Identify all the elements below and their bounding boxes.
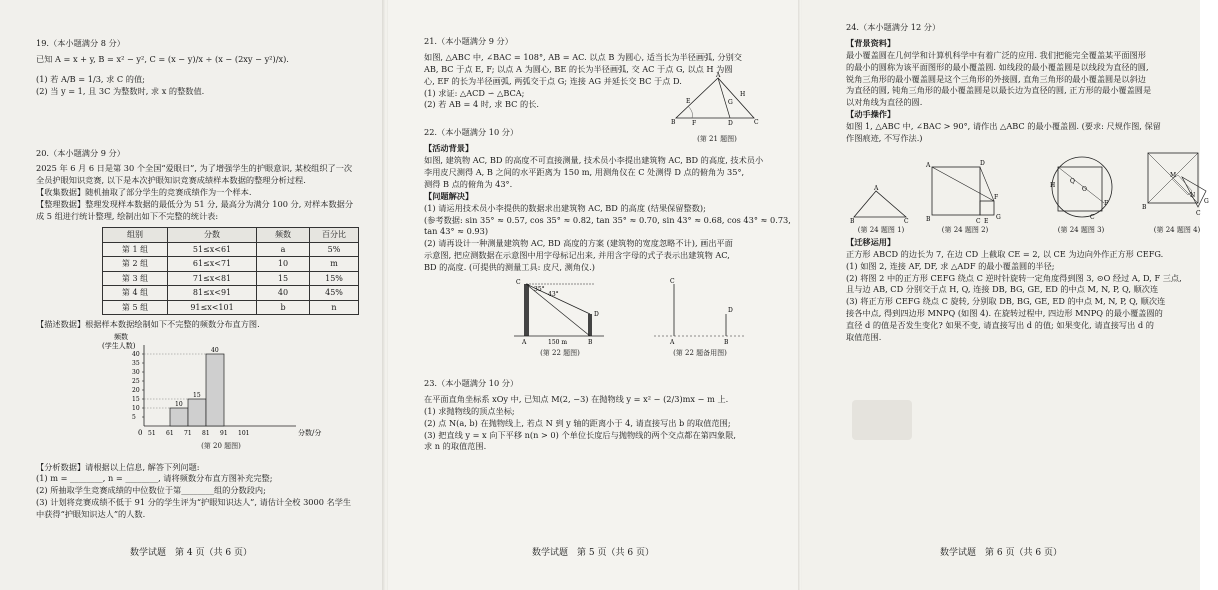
table-row [103, 300, 359, 315]
question-23-part-1: (1) 求抛物线的顶点坐标; [424, 405, 515, 416]
table-cell: 第 2 组 [103, 257, 168, 272]
figure-24-3 [1042, 149, 1122, 229]
figure-22-caption: (第 22 题图) [540, 349, 580, 358]
question-24-transfer-label: 【迁移运用】 [846, 236, 896, 247]
question-24-transfer-8: 取值范围. [846, 332, 882, 343]
question-24-transfer-7: 直径 d 的值是否发生变化? 如果不变, 请直接写出 d 的值; 如果变化, 请直接写出 d 的 [846, 320, 1154, 331]
svg-text:B: B [724, 339, 729, 347]
question-22-background-3: 测得 B 点的俯角为 43°. [424, 178, 513, 189]
table-cell: 第 5 组 [103, 300, 168, 315]
svg-text:H: H [1050, 181, 1056, 189]
svg-text:D: D [594, 311, 599, 319]
building-figure-22 [514, 278, 604, 346]
table-cell: 61≤x<71 [168, 257, 257, 272]
table-row [103, 271, 359, 286]
figure-24-3-caption: (第 24 题图 3) [1057, 225, 1105, 234]
histogram-x-ticks [148, 430, 249, 437]
svg-text:A: A [716, 72, 721, 79]
histogram-bars [144, 347, 224, 426]
question-24-background-label: 【背景资料】 [846, 37, 896, 48]
svg-text:E: E [984, 217, 989, 225]
question-23-part-3a: (3) 把直线 y = x 向下平移 n(n > 0) 个单位长度后与抛物线的两个交点都在第四象限, [424, 429, 736, 440]
histogram-x-tick-label: 101 [238, 430, 250, 438]
svg-text:B: B [926, 215, 931, 223]
question-21-part-2: (2) 若 AB = 4 时, 求 BC 的长. [424, 99, 539, 110]
question-23-heading: 23.（本小题满分 10 分） [424, 378, 519, 389]
table-cell: a [257, 242, 310, 257]
svg-text:F: F [692, 120, 697, 127]
question-20-organize-1: 【整理数据】整理发现样本数据的最低分为 51 分, 最高分为满分 100 分, 对样本数据分 [36, 199, 354, 210]
question-19-part-2: (2) 当 y = 1, 且 3C 为整数时, 求 x 的整数值. [36, 85, 205, 96]
table-cell: 81≤x<91 [168, 286, 257, 301]
question-24-background-4: 为直径的圆, 钝角三角形的最小覆盖圆是以最长边为直径的圆, 正方形的最小覆盖圆是 [846, 85, 1152, 96]
histogram-y-tick-label: 30 [132, 369, 140, 377]
figure-24-2 [926, 157, 1006, 227]
question-21-text-2: AB, BC 于点 E, F; 以点 A 为圆心, BE 的长为半径画弧, 交 AC 于点 G, 以点 H 为圆 [424, 63, 733, 74]
histogram-bar-label: 40 [211, 347, 219, 355]
figure-24-1-caption: (第 24 题图 1) [857, 225, 905, 234]
table-cell: 45% [310, 286, 359, 301]
figure-21-caption: (第 21 题图) [697, 135, 737, 143]
histogram-ylabel-2: (学生人数) [102, 342, 136, 351]
question-24-hands-on-1: 如图 1, △ABC 中, ∠BAC > 90°, 请作出 △ABC 的最小覆盖圆. (要求: 尺规作图, 保留 [846, 121, 1161, 132]
frequency-table-header [103, 227, 359, 242]
table-cell: 40 [257, 286, 310, 301]
question-21-part-1: (1) 求证: △ACD ∽ △BCA; [424, 87, 525, 98]
question-24-figures [846, 145, 1209, 237]
svg-text:C: C [516, 279, 521, 287]
histogram-bar [206, 354, 224, 426]
angle-43-label: 43° [548, 291, 559, 299]
table-row [103, 286, 359, 301]
histogram-y-tick-label: 15 [132, 396, 140, 404]
svg-text:A: A [670, 339, 675, 347]
table-cell: 第 4 组 [103, 286, 168, 301]
histogram-x-tick-label: 71 [184, 430, 192, 438]
frequency-table [102, 227, 359, 316]
exam-page-6 [802, 0, 1209, 590]
table-cell: b [257, 300, 310, 315]
question-21-heading: 21.（本小题满分 9 分） [424, 36, 513, 46]
svg-text:H: H [740, 91, 746, 98]
histogram-x-tick-label: 91 [220, 430, 228, 438]
question-20-intro-2: 全员护眼知识竞赛, 以下是本次护眼知识竞赛成绩样本数据的整理分析过程. [36, 175, 306, 186]
question-24-transfer-3: (2) 将图 2 中的正方形 CEFG 绕点 C 逆时针旋转一定角度得到图 3, ⊙O 经过 A, D, F 三点, [846, 272, 1182, 283]
table-row [103, 257, 359, 272]
question-22-background-label: 【活动背景】 [424, 143, 474, 154]
histogram-y-tick-label: 20 [132, 387, 140, 395]
svg-text:C: C [754, 119, 759, 126]
question-24-transfer-4: 且与边 AB, CD 分别交于点 H, Q, 连接 DB, BG, GE, ED 的中点 M, N, P, Q, 顺次连 [846, 284, 1159, 295]
figure-22-spare-caption: (第 22 题备用图) [673, 349, 727, 358]
question-24-background-1: 最小覆盖圆在几何学和计算机科学中有着广泛的应用. 我们把能完全覆盖某平面图形 [846, 49, 1146, 60]
table-cell: 15% [310, 271, 359, 286]
svg-text:B: B [850, 217, 855, 225]
exam-page-4 [0, 0, 382, 590]
svg-text:A: A [874, 184, 879, 192]
svg-text:B: B [671, 119, 676, 126]
question-24-transfer-6: 接各中点, 得到四边形 MNPQ (如图 4). 在旋转过程中, 四边形 MNPQ 的最小覆盖圆的 [846, 308, 1163, 319]
table-row [103, 242, 359, 257]
question-19-part-1: (1) 若 A/B = 1/3, 求 C 的值; [36, 73, 145, 84]
table-cell: 51≤x<61 [168, 242, 257, 257]
table-cell: 15 [257, 271, 310, 286]
question-24-transfer-1: 正方形 ABCD 的边长为 7, 在边 CD 上截取 CE = 2, 以 CE 为边向外作正方形 CEFG. [846, 248, 1164, 259]
svg-text:G: G [728, 99, 733, 106]
question-24-heading: 24.（本小题满分 12 分） [846, 22, 941, 32]
svg-text:E: E [686, 98, 691, 105]
table-header-score: 分数 [168, 227, 257, 242]
figure-24-4 [1142, 147, 1218, 227]
svg-text:A: A [926, 161, 931, 169]
histogram-x-tick-label: 51 [148, 430, 156, 438]
table-header-frequency: 频数 [257, 227, 310, 242]
angle-35-label: 35° [534, 286, 545, 294]
question-20-describe: 【描述数据】根据样本数据绘制如下不完整的频数分布直方图. [36, 319, 260, 330]
question-20-part-1: (1) m = ________, n = ________, 请将频数分布直方图补充完整; [36, 473, 273, 484]
question-23-text: 在平面直角坐标系 xOy 中, 已知点 M(2, −3) 在抛物线 y = x² − (2/3)mx − m 上. [424, 393, 729, 404]
page-4-footer: 数学试题 第 4 页（共 6 页） [130, 547, 252, 558]
page-6-footer: 数学试题 第 6 页（共 6 页） [940, 547, 1062, 558]
svg-text:C: C [670, 278, 675, 286]
svg-text:G: G [1204, 197, 1209, 205]
histogram-caption: (第 20 题图) [201, 442, 241, 451]
histogram-y-tick-label: 25 [132, 378, 140, 386]
question-20-analyze: 【分析数据】请根据以上信息, 解答下列问题: [36, 461, 200, 472]
question-21-text-1: 如图, △ABC 中, ∠BAC = 108°, AB = AC. 以点 B 为圆心, 适当长为半径画弧, 分别交 [424, 51, 742, 62]
svg-text:B: B [588, 339, 593, 347]
question-21-text-3: 心, EF 的长为半径画弧, 两弧交于点 G; 连接 AG 并延长交 BC 于点 D. [424, 75, 682, 86]
frequency-histogram [96, 331, 346, 441]
histogram-x-tick-label: 81 [202, 430, 210, 438]
svg-text:D: D [728, 307, 733, 315]
triangle-figure-21 [670, 72, 760, 134]
svg-text:A: A [522, 339, 527, 347]
page-5-footer: 数学试题 第 5 页（共 6 页） [532, 547, 654, 558]
question-19-text: 已知 A = x + y, B = x² − y², C = (x − y)/x ÷ (x − (2xy − y²)/x). [36, 53, 289, 64]
table-header-percent: 百分比 [310, 227, 359, 242]
histogram-origin: 0 [138, 429, 143, 438]
question-23-part-3b: 求 n 的取值范围. [424, 441, 487, 452]
question-22-part-1: (1) 请运用技术员小李提供的数据求出建筑物 AC, BD 的高度 (结果保留整数); [424, 202, 706, 213]
histogram-bar-label: 10 [175, 401, 183, 409]
histogram-y-tick-label: 35 [132, 360, 140, 368]
histogram-y-tick-label: 5 [132, 414, 136, 422]
svg-text:F: F [1104, 199, 1109, 207]
histogram-ylabel-1: 频数 [114, 333, 128, 342]
table-cell: 10 [257, 257, 310, 272]
histogram-y-tick-label: 40 [132, 351, 140, 359]
table-cell: 91≤x<101 [168, 300, 257, 315]
question-22-part-2b: 示意图, 把应测数据在示意图中用字母标记出来, 并用含字母的式子表示出建筑物 AC, [424, 250, 730, 261]
question-22-reference-1: (参考数据: sin 35° ≈ 0.57, cos 35° ≈ 0.82, tan 35° ≈ 0.70, sin 43° ≈ 0.68, cos 43° ≈ 0.73, [424, 214, 791, 225]
question-22-part-2a: (2) 请再设计一种测量建筑物 AC, BD 高度的方案 (建筑物的宽度忽略不计), 画出平面 [424, 238, 733, 249]
question-22-solve-label: 【问题解决】 [424, 190, 474, 201]
question-20-intro-1: 2025 年 6 月 6 日是第 30 个全国“爱眼日”, 为了增强学生的护眼意识, 某校组织了一次 [36, 163, 353, 174]
question-22-part-2c: BD 的高度. (可提供的测量工具: 皮尺, 测角仪.) [424, 262, 595, 273]
question-22-background-2: 李用皮尺测得 A, B 之间的水平距离为 150 m, 用测角仪在 C 处测得 D 点的俯角为 35°, [424, 167, 745, 178]
question-24-background-5: 以对角线为直径的圆. [846, 97, 923, 108]
svg-text:B: B [1142, 203, 1147, 211]
question-20-organize-2: 成 5 组进行统计整理, 绘制出如下不完整的统计表: [36, 211, 219, 222]
svg-text:D: D [728, 120, 733, 127]
svg-text:C: C [904, 217, 909, 225]
question-20-part-3a: (3) 计划将竞赛成绩不低于 91 分的学生评为“护眼知识达人”, 请估计全校 3000 名学生 [36, 497, 352, 508]
figure-24-1 [850, 183, 910, 223]
question-24-hands-on-2: 作图痕迹, 不写作法.) [846, 133, 923, 144]
table-cell: 第 3 组 [103, 271, 168, 286]
question-20-collect: 【收集数据】随机抽取了部分学生的竞赛成绩作为一个样本. [36, 187, 252, 198]
question-20-part-3b: 中获得“护眼知识达人”的人数. [36, 509, 146, 520]
question-20-part-2: (2) 所抽取学生竞赛成绩的中位数位于第________组的分数段内; [36, 485, 266, 496]
histogram-bar [188, 399, 206, 426]
histogram-xlabel: 分数/分 [298, 429, 322, 438]
question-24-transfer-2: (1) 如图 2, 连接 AF, DF, 求 △ADF 的最小覆盖圆的半径; [846, 260, 1055, 271]
table-cell: 5% [310, 242, 359, 257]
question-23-part-2: (2) 点 N(a, b) 在抛物线上, 若点 N 到 y 轴的距离小于 4, 请直接写出 b 的取值范围; [424, 417, 731, 428]
question-24-background-2: 的最小的圆称为该平面图形的最小覆盖圆. 如线段的最小覆盖圆是以线段为直径的圆, [846, 61, 1149, 72]
exam-page-5 [388, 0, 798, 590]
table-cell: 第 1 组 [103, 242, 168, 257]
svg-text:G: G [996, 213, 1001, 221]
figure-24-4-caption: (第 24 题图 4) [1153, 225, 1201, 234]
svg-text:M: M [1170, 171, 1177, 179]
question-24-transfer-5: (3) 将正方形 CEFG 绕点 C 旋转, 分别取 DB, BG, GE, ED 的中点 M, N, P, Q, 顺次连 [846, 296, 1166, 307]
histogram-bar [170, 408, 188, 426]
table-cell: 71≤x<81 [168, 271, 257, 286]
table-cell: m [310, 257, 359, 272]
svg-text:C: C [1196, 209, 1201, 217]
question-19-heading: 19.（本小题满分 8 分） [36, 38, 125, 48]
svg-text:O: O [1082, 185, 1087, 193]
table-cell: n [310, 300, 359, 315]
table-header-group: 组别 [103, 227, 168, 242]
histogram-bar-label: 15 [193, 392, 201, 400]
svg-text:Q: Q [1070, 177, 1075, 185]
building-spare-figure-22 [654, 278, 744, 346]
question-22-heading: 22.（本小题满分 10 分） [424, 127, 519, 138]
histogram-y-tick-label: 10 [132, 405, 140, 413]
histogram-x-tick-label: 61 [166, 430, 174, 438]
bleed-through-smudge [852, 400, 912, 440]
question-20-heading: 20.（本小题满分 9 分） [36, 147, 125, 158]
question-24-hands-on-label: 【动手操作】 [846, 109, 896, 120]
distance-label: 150 m [548, 339, 568, 347]
svg-text:N: N [1190, 191, 1196, 199]
svg-text:F: F [994, 193, 999, 201]
histogram-y-ticks [132, 351, 144, 421]
figure-24-2-caption: (第 24 题图 2) [941, 225, 989, 234]
svg-text:C: C [1090, 213, 1095, 221]
svg-text:C: C [976, 217, 981, 225]
question-24-background-3: 锐角三角形的最小覆盖圆是这个三角形的外接圆, 直角三角形的最小覆盖圆是以斜边 [846, 73, 1146, 84]
question-22-background-1: 如图, 建筑物 AC, BD 的高度不可直接测量, 技术员小李提出建筑物 AC, BD 的高度, 技术员小 [424, 155, 764, 166]
question-22-reference-2: tan 43° ≈ 0.93) [424, 226, 489, 237]
svg-text:D: D [980, 159, 985, 167]
